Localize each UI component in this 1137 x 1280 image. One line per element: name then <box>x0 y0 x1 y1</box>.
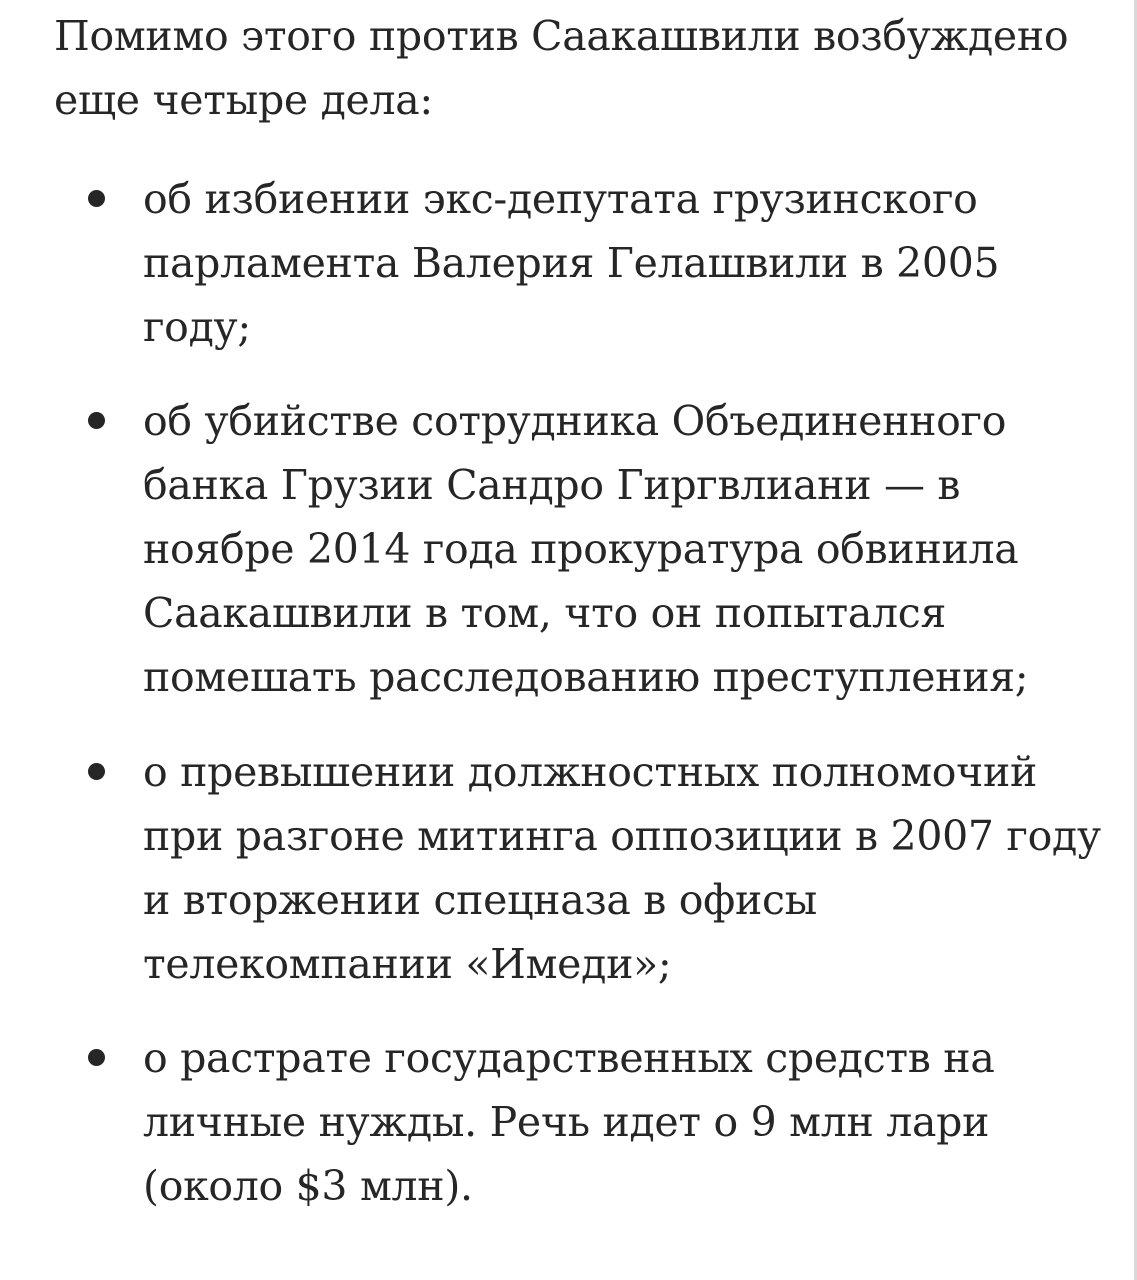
bullet-icon <box>88 412 105 429</box>
list-item-text: об избиении экс-депутата грузинского парламента Валерия Гелашвили в 2005 году; <box>143 175 1000 351</box>
bullet-icon <box>88 190 105 207</box>
bullet-icon <box>88 763 105 780</box>
list-item <box>143 740 1103 996</box>
list-item-text: о превышении должностных полномочий при разгоне митинга оппозиции в 2007 году и вторжении спецназа в офисы телекомпании «Имеди»; <box>143 748 1101 988</box>
intro-paragraph: Помимо этого против Саакашвили возбуждено еще четыре дела: <box>54 12 1069 124</box>
list-item <box>143 1026 1103 1218</box>
list-item <box>143 167 1103 359</box>
bullet-icon <box>88 1049 105 1066</box>
list-item-text: об убийстве сотрудника Объединенного банка Грузии Сандро Гиргвлиани — в ноябре 2014 года прокуратура обвинила Саакашвили в том, что он попытался помешать расследованию преступления; <box>143 397 1029 701</box>
list-item-text: о растрате государственных средств на личные нужды. Речь идет о 9 млн лари (около $3 млн). <box>143 1034 995 1210</box>
list-item <box>143 389 1103 709</box>
